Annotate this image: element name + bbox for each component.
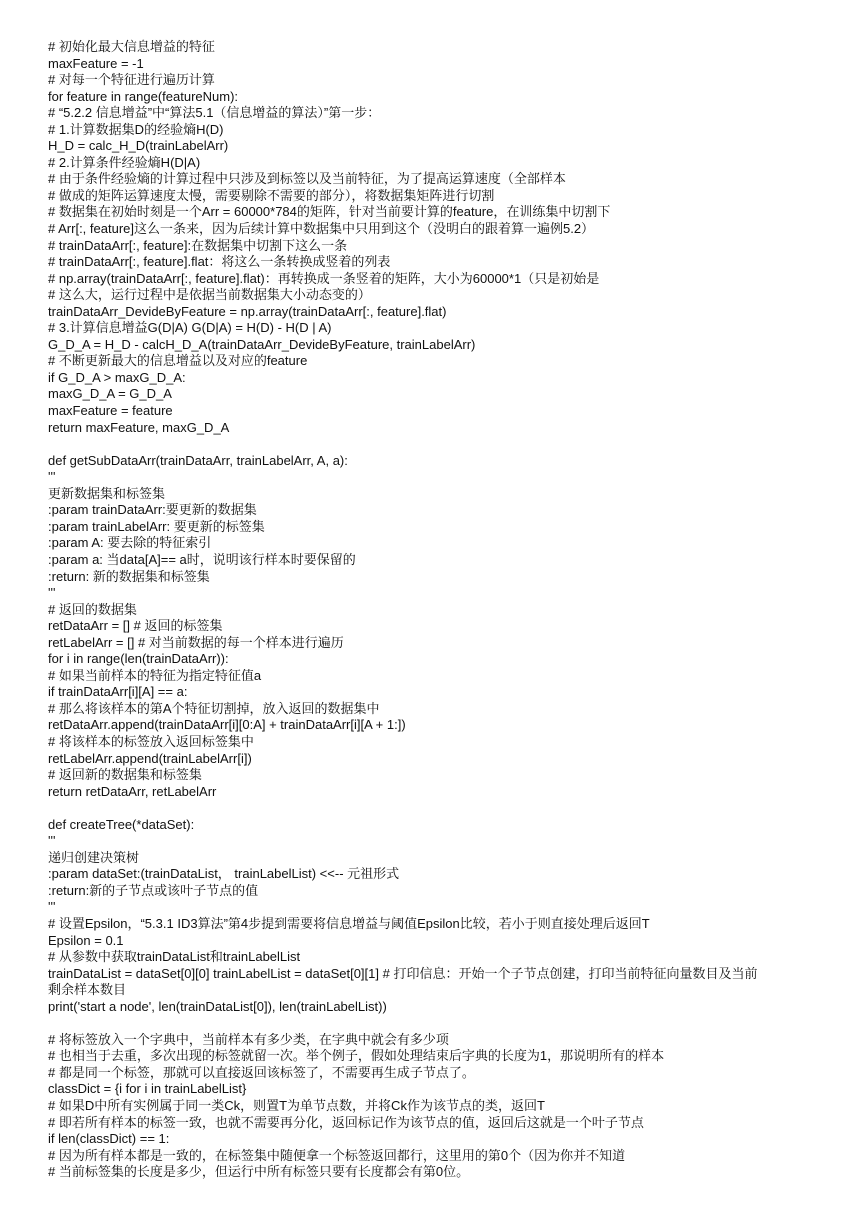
- text-line: def createTree(*dataSet):: [48, 816, 195, 832]
- text-line: :param a: 当data[A]== a时，说明该行样本时要保留的: [48, 551, 356, 567]
- text-line: for feature in range(featureNum):: [48, 88, 239, 104]
- text-line: retDataArr = [] # 返回的标签集: [48, 618, 223, 634]
- text-line: trainDataArr_DevideByFeature = np.array(trainDataArr[:, feature].flat): [48, 303, 447, 319]
- text-line: # 这么大，运行过程中是依据当前数据集大小动态变的）: [48, 287, 371, 303]
- text-line: return retDataArr, retLabelArr: [48, 783, 217, 799]
- text-line: # 如果D中所有实例属于同一类Ck，则置T为单节点数，并将Ck作为该节点的类，返回T: [48, 1098, 545, 1113]
- text-line: # 做成的矩阵运算速度太慢，需要剔除不需要的部分），将数据集矩阵进行切割: [48, 187, 495, 203]
- text-line: maxG_D_A = G_D_A: [48, 386, 172, 402]
- text-line: if len(classDict) == 1:: [48, 1131, 170, 1147]
- text-line: # 2.计算条件经验熵H(D|A): [48, 154, 201, 170]
- text-line: # 不断更新最大的信息增益以及对应的feature: [48, 353, 308, 369]
- text-line: # 因为所有样本都是一致的，在标签集中随便拿一个标签返回都行，这里用的第0个（因为你并不知道: [48, 1147, 626, 1163]
- text-line: def getSubDataArr(trainDataArr, trainLabelArr, A, a):: [48, 452, 348, 468]
- blank-line: [48, 1015, 848, 1032]
- text-line: # 由于条件经验熵的计算过程中只涉及到标签以及当前特征，为了提高运算速度（全部样本: [48, 171, 566, 187]
- text-line: Epsilon = 0.1: [48, 932, 124, 948]
- text-line: # 数据集在初始时刻是一个Arr = 60000*784的矩阵，针对当前要计算的feature，在训练集中切割下: [48, 204, 611, 220]
- text-line: # 即若所有样本的标签一致，也就不需要再分化，返回标记作为该节点的值，返回后这就是一个叶子节点: [48, 1114, 644, 1130]
- text-line: # Arr[:, feature]这么一条来，因为后续计算中数据集中只用到这个（没明白的跟着算一遍例5.2）: [48, 221, 595, 237]
- text-line: # 当前标签集的长度是多少，但运行中所有标签只要有长度都会有第0位。: [48, 1164, 470, 1180]
- text-line: ''': [48, 585, 56, 601]
- text-line: ''': [48, 469, 56, 485]
- text-line: # 对每一个特征进行遍历计算: [48, 72, 215, 88]
- text-line: # 3.计算信息增益G(D|A) G(D|A) = H(D) - H(D | A): [48, 320, 332, 336]
- text-line: # 设置Epsilon，“5.3.1 ID3算法”第4步提到需要将信息增益与阈值Epsilon比较，若小于则直接处理后返回T: [48, 915, 650, 931]
- text-line: # 那么将该样本的第A个特征切割掉，放入返回的数据集中: [48, 700, 380, 716]
- text-line: if G_D_A > maxG_D_A:: [48, 369, 186, 385]
- text-line: :param dataSet:(trainDataList， trainLabelList) <<-- 元祖形式: [48, 866, 400, 882]
- text-line: classDict = {i for i in trainLabelList}: [48, 1081, 247, 1097]
- text-line: trainDataList = dataSet[0][0] trainLabelList = dataSet[0][1] # 打印信息：开始一个子节点创建，打印当前特征向量数目及当前: [48, 965, 758, 981]
- text-line: :param A: 要去除的特征索引: [48, 535, 212, 551]
- text-line: # 将标签放入一个字典中，当前样本有多少类，在字典中就会有多少项: [48, 1031, 449, 1047]
- text-line: :param trainLabelArr: 要更新的标签集: [48, 518, 265, 534]
- text-line: retDataArr.append(trainDataArr[i][0:A] + trainDataArr[i][A + 1:]): [48, 717, 406, 733]
- code-text-block: [48, 39, 848, 1181]
- text-line: ''': [48, 899, 56, 915]
- text-line: # 返回的数据集: [48, 601, 137, 617]
- text-line: # 都是同一个标签，那就可以直接返回该标签了，不需要再生成子节点了。: [48, 1064, 475, 1080]
- text-line: 递归创建决策树: [48, 849, 140, 865]
- text-line: G_D_A = H_D - calcH_D_A(trainDataArr_DevideByFeature, trainLabelArr): [48, 336, 476, 352]
- text-line: :return:新的子节点或该叶子节点的值: [48, 882, 259, 898]
- text-line: # 如果当前样本的特征为指定特征值a: [48, 667, 262, 683]
- text-line: 剩余样本数目: [48, 982, 127, 998]
- blank-line: [48, 800, 848, 817]
- text-line: ''': [48, 833, 56, 849]
- text-line: retLabelArr = [] # 对当前数据的每一个样本进行遍历: [48, 634, 344, 650]
- text-line: for i in range(len(trainDataArr)):: [48, 651, 229, 667]
- blank-line: [48, 436, 848, 453]
- text-line: return maxFeature, maxG_D_A: [48, 419, 230, 435]
- text-line: # trainDataArr[:, feature].flat：将这么一条转换成竖着的列表: [48, 254, 391, 270]
- text-line: # 返回新的数据集和标签集: [48, 767, 202, 783]
- text-line: :param trainDataArr:要更新的数据集: [48, 502, 257, 518]
- text-line: H_D = calc_H_D(trainLabelArr): [48, 138, 229, 154]
- text-line: # “5.2.2 信息增益”中“算法5.1（信息增益的算法）”第一步：: [48, 105, 381, 121]
- text-line: # 从参数中获取trainDataList和trainLabelList: [48, 949, 301, 965]
- text-line: :return: 新的数据集和标签集: [48, 568, 210, 584]
- text-line: # np.array(trainDataArr[:, feature].flat)：再转换成一条竖着的矩阵，大小为60000*1（只是初始是: [48, 270, 600, 286]
- text-line: print('start a node', len(trainDataList[0]), len(trainLabelList)): [48, 998, 387, 1014]
- text-line: maxFeature = feature: [48, 403, 173, 419]
- text-line: if trainDataArr[i][A] == a:: [48, 684, 188, 700]
- text-line: retLabelArr.append(trainLabelArr[i]): [48, 750, 252, 766]
- text-line: maxFeature = -1: [48, 55, 144, 71]
- text-line: # 也相当于去重，多次出现的标签就留一次。举个例子，假如处理结束后字典的长度为1，那说明所有的样本: [48, 1048, 665, 1064]
- text-line: # 1.计算数据集D的经验熵H(D): [48, 121, 224, 137]
- text-line: # 初始化最大信息增益的特征: [48, 39, 215, 54]
- text-line: 更新数据集和标签集: [48, 485, 166, 501]
- text-line: # 将该样本的标签放入返回标签集中: [48, 733, 254, 749]
- text-line: # trainDataArr[:, feature]:在数据集中切割下这么一条: [48, 237, 348, 253]
